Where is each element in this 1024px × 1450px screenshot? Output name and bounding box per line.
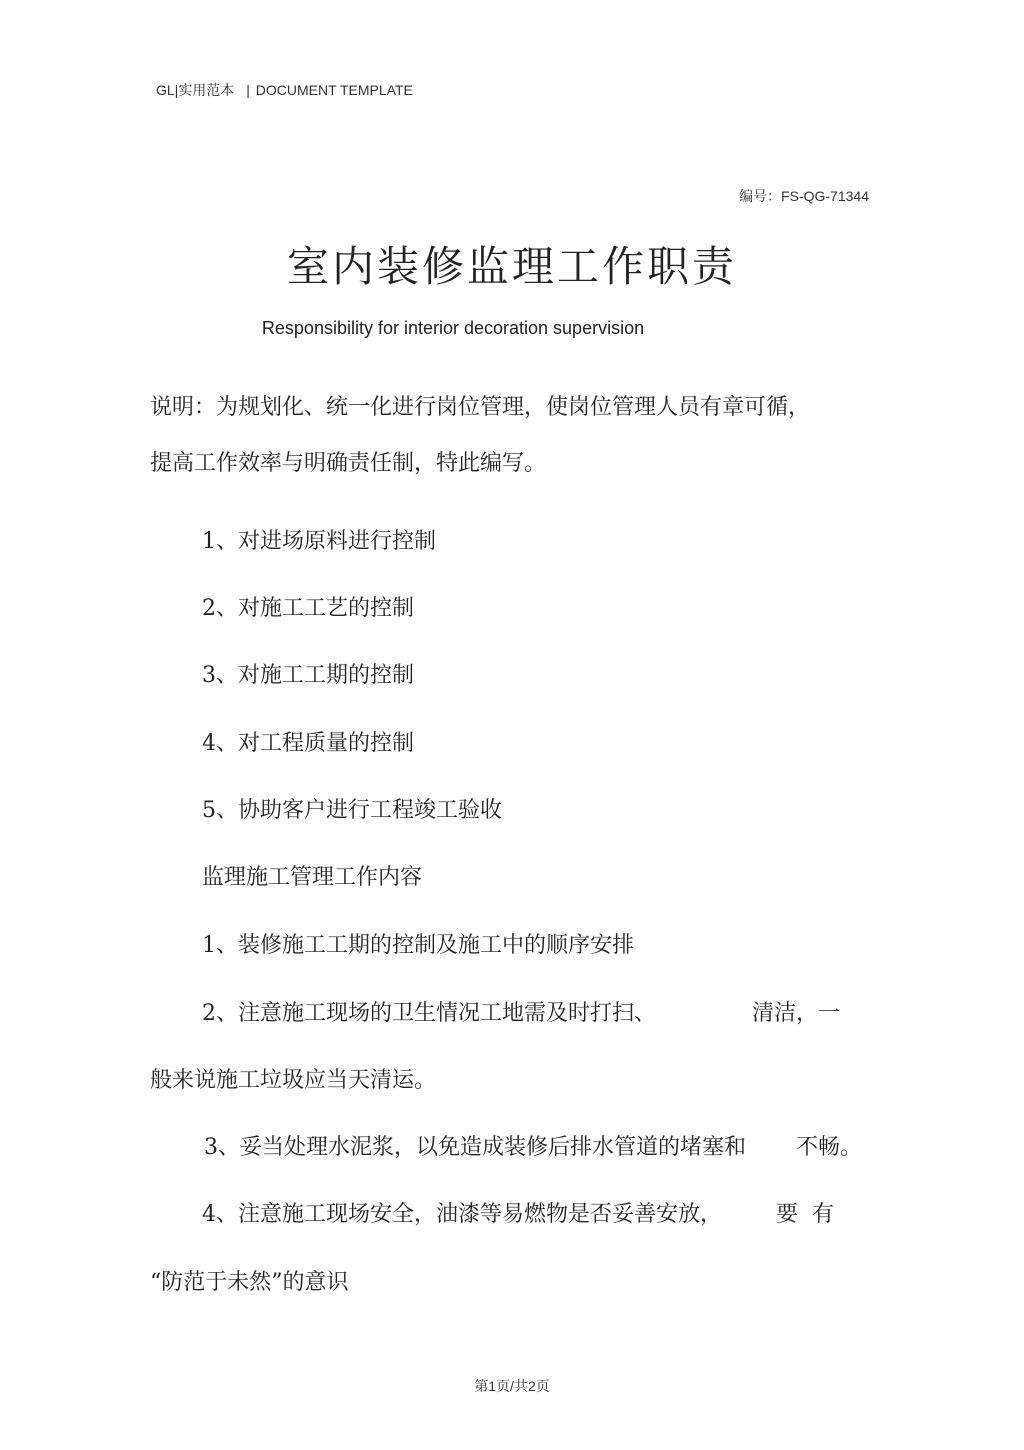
header-right-label: DOCUMENT TEMPLATE — [255, 82, 413, 98]
content-item-4-line-1a: 4、注意施工现场安全，油漆等易燃物是否妥善安放， — [202, 1202, 722, 1227]
page-title: 室内装修监理工作职责 — [286, 242, 737, 291]
page-subtitle: Responsibility for interior decoration supervision — [261, 318, 645, 338]
content-item-4-line-1c: 有 — [812, 1202, 835, 1227]
responsibility-item: 5、协助客户进行工程竣工验收 — [202, 798, 502, 823]
header-left-label: GL|实用范本 — [156, 82, 235, 98]
document-number: 编号：FS-QG-71344 — [739, 188, 869, 204]
content-item-3a: 3、妥当处理水泥浆，以免造成装修后排水管道的堵塞和 — [204, 1135, 746, 1160]
page-indicator: 第1页/共2页 — [474, 1378, 550, 1394]
section-heading: 监理施工管理工作内容 — [202, 865, 423, 890]
content-item-2-line-2: 般来说施工垃圾应当天清运。 — [150, 1068, 437, 1093]
responsibility-item: 2、对施工工艺的控制 — [202, 596, 414, 621]
intro-line-2: 提高工作效率与明确责任制，特此编写。 — [150, 451, 547, 476]
responsibility-item: 1、对进场原料进行控制 — [202, 529, 436, 554]
intro-line-1: 说明：为规划化、统一化进行岗位管理，使岗位管理人员有章可循， — [150, 395, 811, 420]
content-item-3b: 不畅。 — [796, 1135, 863, 1160]
content-item-4-line-1b: 要 — [776, 1202, 799, 1227]
header-separator: | — [246, 82, 250, 98]
responsibility-item: 4、对工程质量的控制 — [202, 731, 414, 756]
page-header — [156, 80, 413, 100]
content-item-2-line-1b: 清洁，一 — [752, 1001, 841, 1026]
content-item-1: 1、装修施工工期的控制及施工中的顺序安排 — [202, 933, 634, 958]
content-item-2-line-1a: 2、注意施工现场的卫生情况工地需及时打扫、 — [202, 1001, 656, 1026]
responsibility-item: 3、对施工工期的控制 — [202, 663, 414, 688]
content-item-4-line-2: “防范于未然”的意识 — [150, 1270, 349, 1295]
